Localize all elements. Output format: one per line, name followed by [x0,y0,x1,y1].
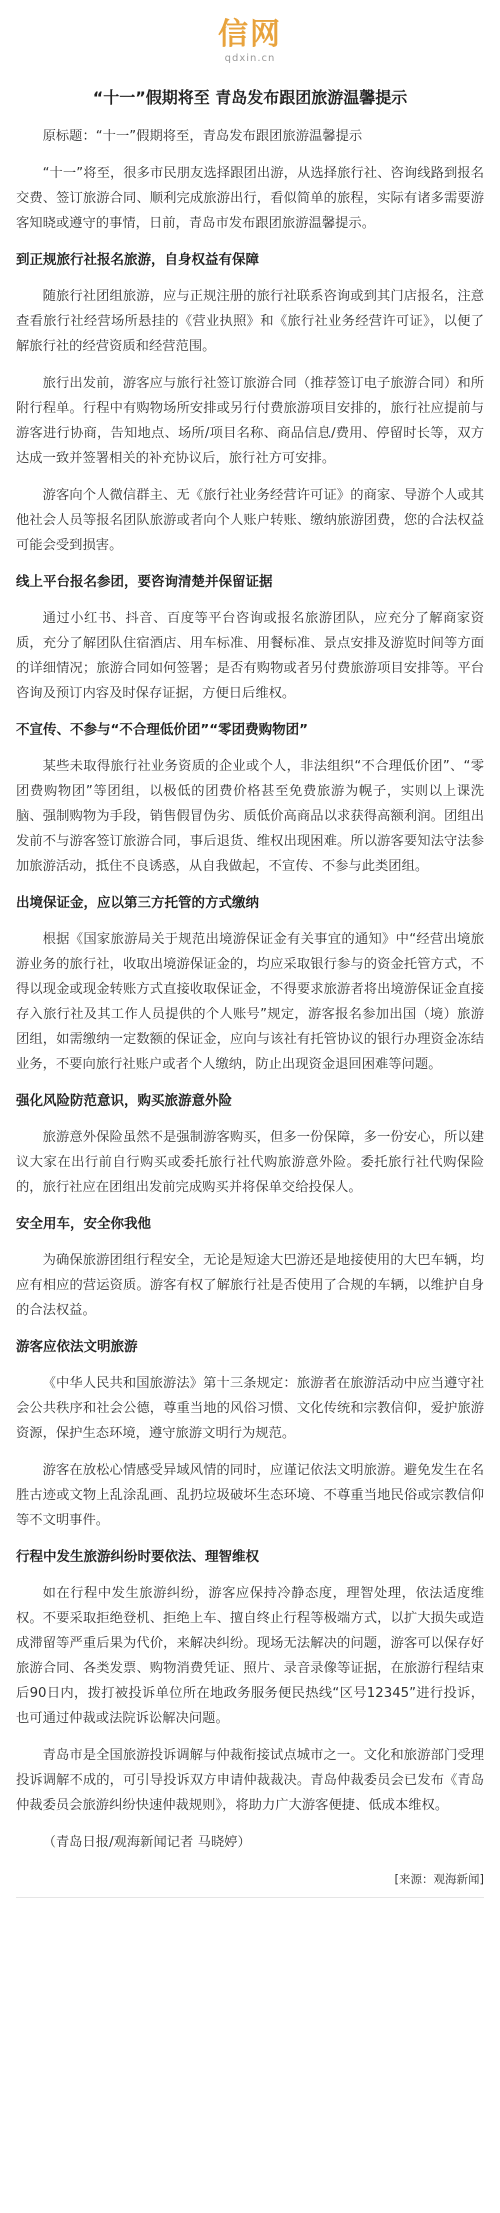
section-paragraph: 旅行出发前，游客应与旅行社签订旅游合同（推荐签订电子旅游合同）和所附行程单。行程中有购物场所安排或另行付费旅游项目安排的，旅行社应提前与游客进行协商，告知地点、场所/项目名称、商品信息/费用、停留时长等，双方达成一致并签署相关的补充协议后，旅行社方可安排。 [16,376,484,466]
section-paragraph: 游客在放松心情感受异域风情的同时，应谨记依法文明旅游。避免发生在名胜古迹或文物上乱涂乱画、乱扔垃圾破坏生态环境、不尊重当地民俗或宗教信仰等不文明事件。 [16,1463,484,1528]
site-logo[interactable] [0,0,500,80]
section-paragraph: 游客向个人微信群主、无《旅行社业务经营许可证》的商家、导游个人或其他社会人员等报名团队旅游或者向个人账户转账、缴纳旅游团费，您的合法权益可能会受到损害。 [16,488,484,553]
section-paragraph: 如在行程中发生旅游纠纷，游客应保持冷静态度，理智处理，依法适度维权。不要采取拒绝登机、拒绝上车、擅自终止行程等极端方式，以扩大损失或造成滞留等严重后果为代价，来解决纠纷。现场无法解决的问题，游客可以保存好旅游合同、各类发票、购物消费凭证、照片、录音录像等证据，在旅游行程结束后90日内，拨打被投诉单位所在地政务服务便民热线“区号12345”进行投诉，也可通过仲裁或法院诉讼解决问题。 [16,1586,484,1726]
section-paragraph: 为确保旅游团组行程安全，无论是短途大巴游还是地接使用的大巴车辆，均应有相应的营运资质。游客有权了解旅行社是否使用了合规的车辆，以维护自身的合法权益。 [16,1253,484,1318]
bottom-divider [16,1897,484,1898]
article-body [0,124,500,1855]
logo-subtext: qdxin.cn [224,53,276,64]
section-heading: 出境保证金，应以第三方托管的方式缴纳 [16,895,259,911]
section-heading: 线上平台报名参团，要咨询清楚并保留证据 [16,574,273,590]
section-heading: 行程中发生旅游纠纷时要依法、理智维权 [16,1549,259,1565]
section-heading: 游客应依法文明旅游 [16,1339,138,1355]
article-byline: （青岛日报/观海新闻记者 马晓婷） [42,1835,251,1850]
section-paragraph: 旅游意外保险虽然不是强制游客购买，但多一份保障，多一份安心，所以建议大家在出行前自行购买或委托旅行社代购旅游意外险。委托旅行社代购保险的，旅行社应在团组出发前完成购买并将保单交给投保人。 [16,1130,484,1195]
section-heading: 强化风险防范意识，购买旅游意外险 [16,1093,232,1109]
section-paragraph: 随旅行社团组旅游，应与正规注册的旅行社联系咨询或到其门店报名，注意查看旅行社经营场所悬挂的《营业执照》和《旅行社业务经营许可证》，以便了解旅行社的经营资质和经营范围。 [16,289,484,354]
section-paragraph: 《中华人民共和国旅游法》第十三条规定：旅游者在旅游活动中应当遵守社会公共秩序和社会公德，尊重当地的风俗习惯、文化传统和宗教信仰，爱护旅游资源，保护生态环境，遵守旅游文明行为规范。 [16,1376,484,1441]
section-paragraph: 通过小红书、抖音、百度等平台咨询或报名旅游团队，应充分了解商家资质，充分了解团队住宿酒店、用车标准、用餐标准、景点安排及游览时间等方面的详细情况；旅游合同如何签署；是否有购物或者另付费旅游项目安排等。平台咨询及预订内容及时保存证据，方便日后维权。 [16,611,484,701]
article-title: “十一”假期将至 青岛发布跟团旅游温馨提示 [92,88,408,107]
logo-text: 信网 [218,17,282,52]
section-paragraph: 青岛市是全国旅游投诉调解与仲裁衔接试点城市之一。文化和旅游部门受理投诉调解不成的，可引导投诉双方申请仲裁裁决。青岛仲裁委员会已发布《青岛仲裁委员会旅游纠纷快速仲裁规则》，将助力广大游客便捷、低成本维权。 [16,1748,484,1813]
section-heading: 安全用车，安全你我他 [16,1216,151,1232]
article-lead: 原标题：“十一”假期将至，青岛发布跟团旅游温馨提示 [42,129,363,144]
section-paragraph: 某些未取得旅行社业务资质的企业或个人，非法组织“不合理低价团”、“零团费购物团”等团组，以极低的团费价格甚至免费旅游为幌子，实则以上课洗脑、强制购物为手段，销售假冒伪劣、质低价高商品以求获得高额利润。团组出发前不与游客签订旅游合同，事后退货、维权出现困难。所以游客要知法守法参加旅游活动，抵住不良诱惑，从自我做起，不宣传、不参与此类团组。 [16,759,484,874]
section-paragraph: 根据《国家旅游局关于规范出境游保证金有关事宜的通知》中“经营出境旅游业务的旅行社，收取出境游保证金的，均应采取银行参与的资金托管方式，不得以现金或现金转账方式直接收取保证金，不得要求旅游者将出境游保证金直接存入旅行社及其工作人员提供的个人账号”规定，游客报名参加出国（境）旅游团组，如需缴纳一定数额的保证金，应向与该社有托管协议的银行办理资金冻结业务，不要向旅行社账户或者个人缴纳，防止出现资金退回困难等问题。 [16,932,484,1072]
article-source: [来源：观海新闻] [394,1872,484,1886]
section-heading: 到正规旅行社报名旅游，自身权益有保障 [16,252,259,268]
article-intro: “十一”将至，很多市民朋友选择跟团出游，从选择旅行社、咨询线路到报名交费、签订旅游合同、顺利完成旅游出行，看似简单的旅程，实际有诸多需要游客知晓或遵守的事情，日前，青岛市发布跟团旅游温馨提示。 [16,166,484,231]
section-heading: 不宣传、不参与“不合理低价团”“零团费购物团” [16,722,308,738]
